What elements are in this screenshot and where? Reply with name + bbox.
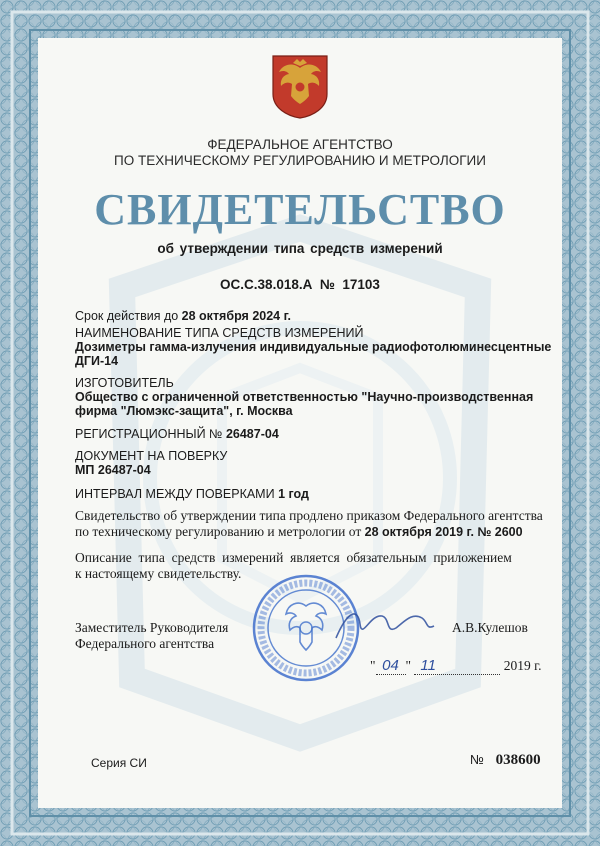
instrument-name-line2: ДГИ-14 (75, 354, 119, 368)
certificate-number: ОС.С.38.018.А № 17103 (220, 277, 380, 292)
serial-row (470, 752, 541, 769)
validity-date: 28 октября 2024 г. (181, 309, 292, 323)
manufacturer-line2: фирма "Люмэкс-защита", г. Москва (75, 404, 293, 418)
agency-name-line1: ФЕДЕРАЛЬНОЕ АГЕНТСТВО (207, 137, 393, 152)
validity-label: Срок действия до (75, 309, 179, 323)
date-year: 2019 г. (503, 658, 542, 673)
signatory-title-line1: Заместитель Руководителя (75, 620, 229, 635)
interval-row (75, 487, 309, 501)
registration-row (75, 427, 279, 441)
date-month: 11 (414, 657, 500, 675)
issue-date (370, 657, 542, 675)
signatory-title-line2: Федерального агентства (75, 636, 215, 651)
registration-label: РЕГИСТРАЦИОННЫЙ № (75, 427, 223, 441)
series-label: Серия СИ (91, 756, 147, 770)
manufacturer-label: ИЗГОТОВИТЕЛЬ (75, 376, 174, 390)
extension-prefix: по техническому регулированию и метрологии от (75, 524, 365, 539)
certificate-subtitle: об утверждении типа средств измерений (157, 241, 443, 256)
extension-line1: Свидетельство об утверждении типа продлено приказом Федерального агентства (75, 508, 543, 523)
coat-of-arms-emblem (271, 54, 329, 120)
extension-line2 (75, 524, 523, 540)
extension-date: 28 октября 2019 г. (364, 525, 474, 539)
verification-doc-label: ДОКУМЕНТ НА ПОВЕРКУ (75, 449, 228, 463)
date-open-quote: " (370, 658, 376, 673)
agency-name-line2: ПО ТЕХНИЧЕСКОМУ РЕГУЛИРОВАНИЮ И МЕТРОЛОГИИ (114, 153, 486, 168)
description-line2: к настоящему свидетельству. (75, 566, 242, 581)
serial-symbol: № (470, 752, 484, 767)
instrument-name-line1: Дозиметры гамма-излучения индивидуальные радиофотолюминесцентные (75, 340, 552, 354)
instrument-label: НАИМЕНОВАНИЕ ТИПА СРЕДСТВ ИЗМЕРЕНИЙ (75, 326, 364, 340)
registration-number: 26487-04 (225, 427, 279, 441)
description-line1: Описание типа средств измерений является обязательным приложением (75, 550, 512, 565)
date-close-quote: " (405, 658, 412, 673)
date-day: 04 (376, 657, 406, 675)
signatory-name: А.В.Кулешов (452, 620, 528, 635)
verification-doc-value: МП 26487-04 (75, 463, 151, 477)
interval-value: 1 год (278, 487, 309, 501)
interval-label: ИНТЕРВАЛ МЕЖДУ ПОВЕРКАМИ (75, 487, 275, 501)
validity-row (75, 309, 291, 323)
signature (330, 600, 440, 650)
certificate-title: СВИДЕТЕЛЬСТВО (94, 185, 506, 234)
extension-order-number: № 2600 (477, 525, 523, 539)
serial-number: 038600 (495, 752, 541, 768)
manufacturer-line1: Общество с ограниченной ответственностью "Научно-производственная (75, 390, 534, 404)
